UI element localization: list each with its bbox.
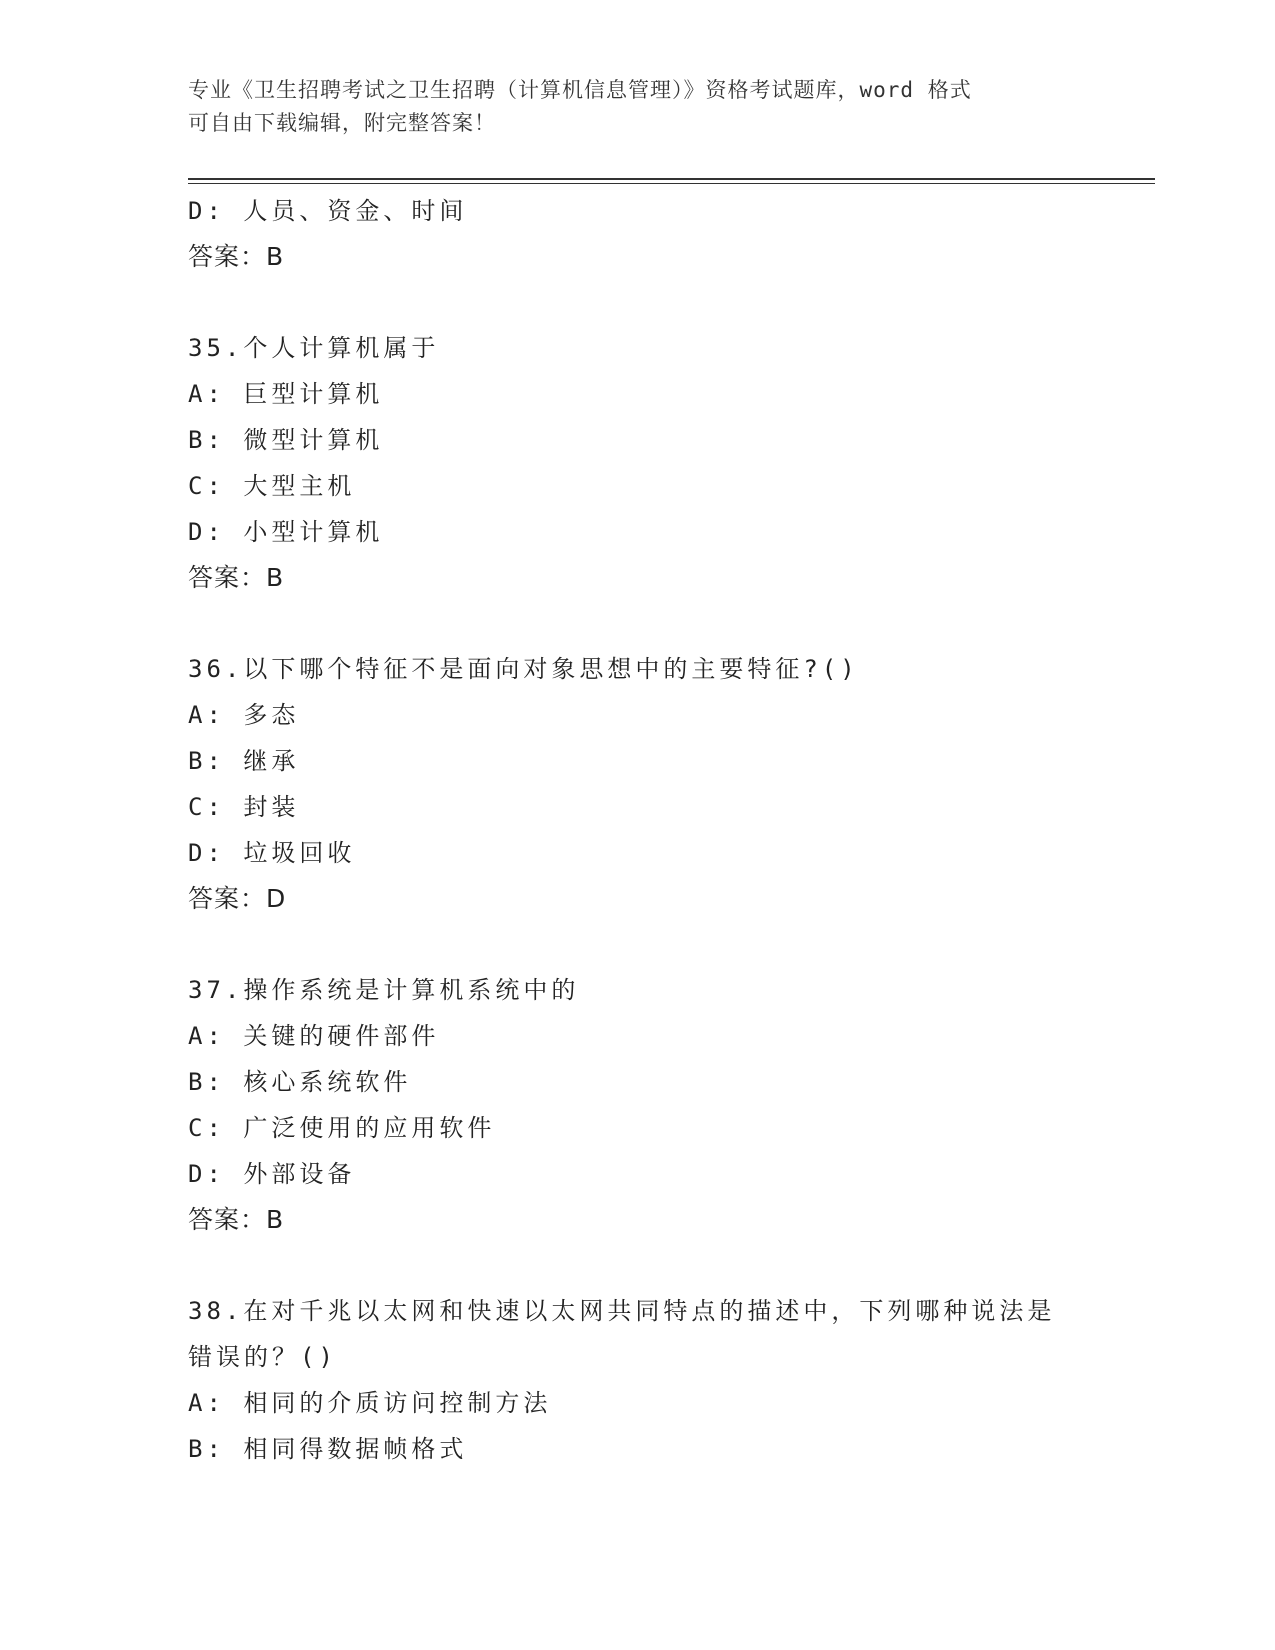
question-title-line-1: 38.在对千兆以太网和快速以太网共同特点的描述中，下列哪种说法是	[188, 1297, 1056, 1325]
question-35	[188, 325, 1088, 601]
header-divider	[188, 178, 1155, 184]
question-36	[188, 646, 1088, 922]
question-title: 36.以下哪个特征不是面向对象思想中的主要特征?()	[188, 655, 859, 683]
question-38	[188, 1288, 1088, 1472]
option-d: D: 小型计算机	[188, 518, 384, 546]
option-a: A: 相同的介质访问控制方法	[188, 1389, 552, 1417]
option-d: D: 人员、资金、时间	[188, 197, 468, 225]
question-title: 37.操作系统是计算机系统中的	[188, 976, 580, 1004]
option-b: B: 核心系统软件	[188, 1068, 412, 1096]
option-c: C: 大型主机	[188, 472, 356, 500]
option-a: A: 多态	[188, 701, 300, 729]
option-b: B: 微型计算机	[188, 426, 384, 454]
carry-over-block	[188, 188, 1088, 280]
option-d: D: 垃圾回收	[188, 839, 356, 867]
answer: 答案：B	[188, 1205, 285, 1234]
option-c: C: 封装	[188, 793, 300, 821]
question-title-line-2: 错误的？()	[188, 1343, 337, 1371]
answer: 答案：B	[188, 563, 285, 592]
option-b: B: 相同得数据帧格式	[188, 1435, 468, 1463]
header-line-2: 可自由下载编辑，附完整答案！	[188, 111, 496, 135]
option-b: B: 继承	[188, 747, 300, 775]
question-title: 35.个人计算机属于	[188, 334, 440, 362]
option-c: C: 广泛使用的应用软件	[188, 1114, 496, 1142]
answer: 答案：D	[188, 884, 287, 913]
question-list	[188, 188, 1088, 1472]
header-line-1: 专业《卫生招聘考试之卫生招聘（计算机信息管理）》资格考试题库，word 格式	[188, 78, 972, 102]
option-a: A: 巨型计算机	[188, 380, 384, 408]
question-37	[188, 967, 1088, 1243]
option-d: D: 外部设备	[188, 1160, 356, 1188]
answer: 答案：B	[188, 242, 285, 271]
document-header	[188, 74, 1088, 140]
option-a: A: 关键的硬件部件	[188, 1022, 440, 1050]
